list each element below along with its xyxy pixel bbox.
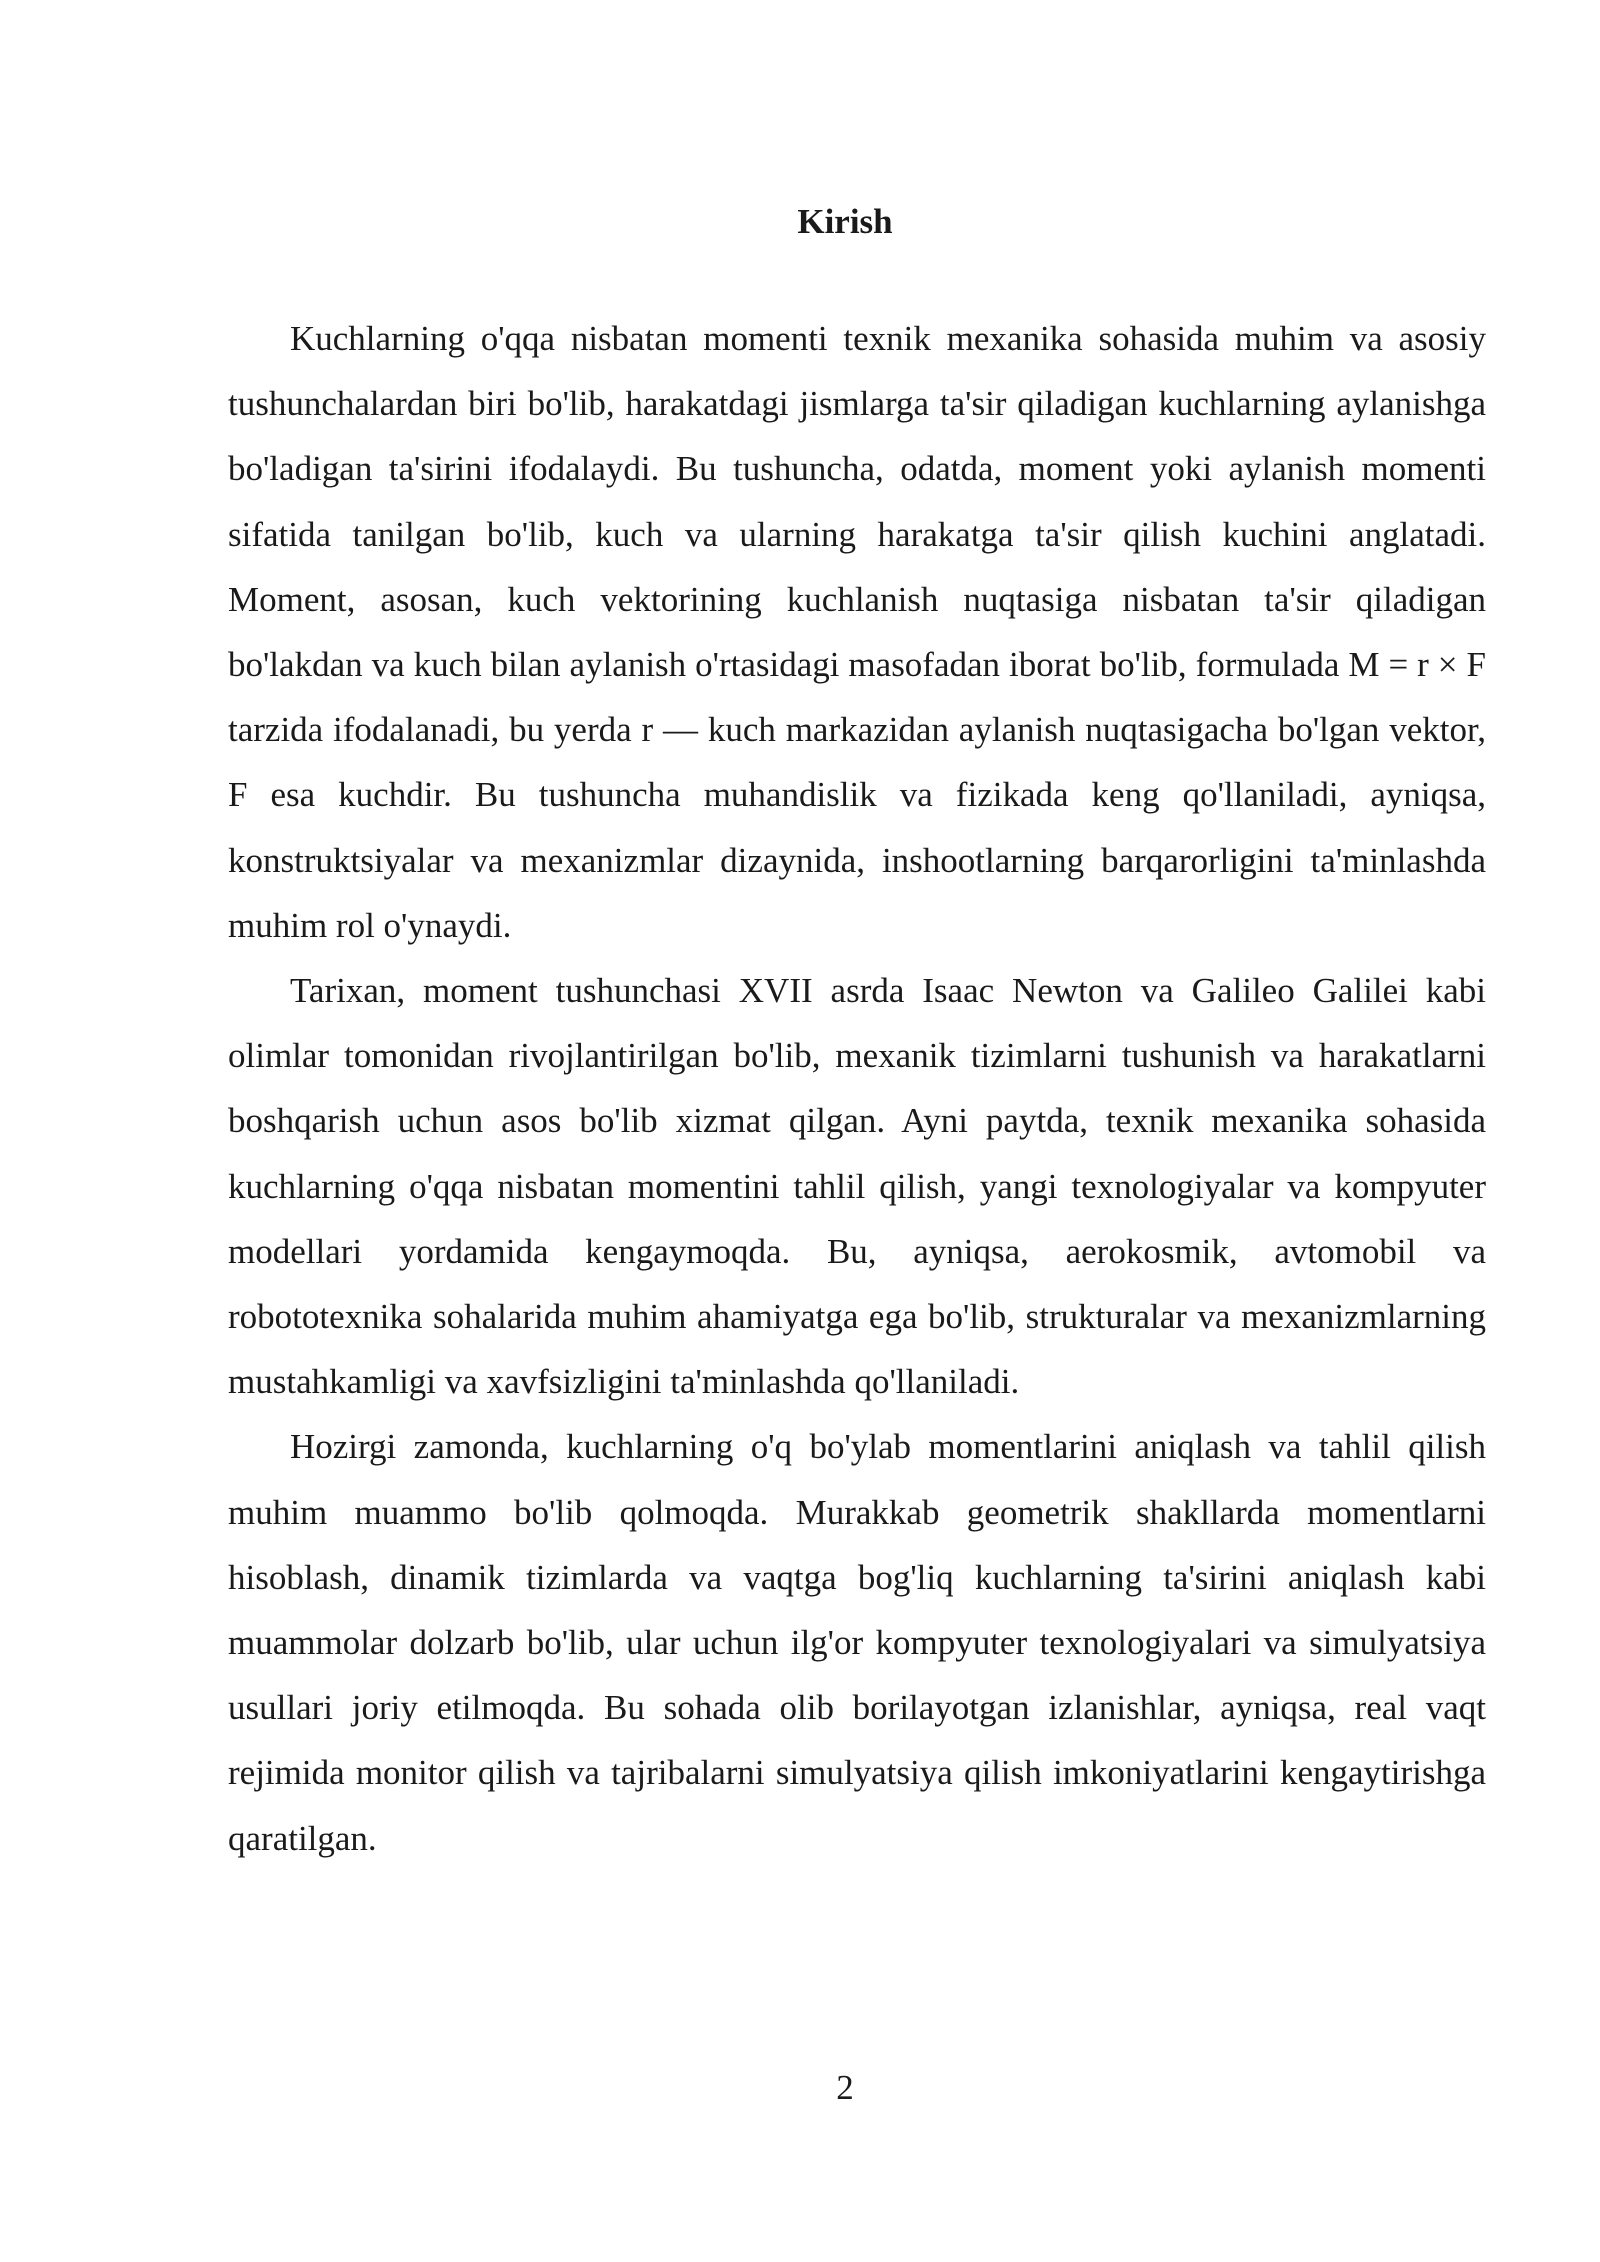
paragraph-intro-definition: Kuchlarning o'qqa nisbatan momenti texnik mexanika sohasida muhim va asosiy tushunchalardan biri bo'lib, harakatdagi jismlarga ta'sir qiladigan kuchlarning aylanishga bo'ladigan ta'sirini ifodalaydi. Bu tushuncha, odatda, moment yoki aylanish momenti sifatida tanilgan bo'lib, kuch va ularning harakatga ta'sir qilish kuchini anglatadi. Moment, asosan, kuch vektorining kuchlanish nuqtasiga nisbatan ta'sir qiladigan bo'lakdan va kuch bilan aylanish o'rtasidagi masofadan iborat bo'lib, formulada M = r × F tarzida ifodalanadi, bu yerda r — kuch markazidan aylanish nuqtasigacha bo'lgan vektor, F esa kuchdir. Bu tushuncha muhandislik va fizikada keng qo'llaniladi, ayniqsa, konstruktsiyalar va mexanizmlar dizaynida, inshootlarning barqarorligini ta'minlashda muhim rol o'ynaydi.: [228, 319, 1486, 945]
paragraph-current-problems: Hozirgi zamonda, kuchlarning o'q bo'ylab momentlarini aniqlash va tahlil qilish muhim muammo bo'lib qolmoqda. Murakkab geometrik shakllarda momentlarni hisoblash, dinamik tizimlarda va vaqtga bog'liq kuchlarning ta'sirini aniqlash kabi muammolar dolzarb bo'lib, ular uchun ilg'or kompyuter texnologiyalari va simulyatsiya usullari joriy etilmoqda. Bu sohada olib borilayotgan izlanishlar, ayniqsa, real vaqt rejimida monitor qilish va tajribalarni simulyatsiya qilish imkoniyatlarini kengaytirishga qaratilgan.: [228, 1427, 1486, 1858]
page-number: 2: [836, 2068, 854, 2107]
body-text: [228, 306, 1486, 1871]
page-title: Kirish: [797, 202, 893, 241]
paragraph-history: Tarixan, moment tushunchasi XVII asrda Isaac Newton va Galileo Galilei kabi olimlar tomonidan rivojlantirilgan bo'lib, mexanik tizimlarni tushunish va harakatlarni boshqarish uchun asos bo'lib xizmat qilgan. Ayni paytda, texnik mexanika sohasida kuchlarning o'qqa nisbatan momentini tahlil qilish, yangi texnologiyalar va kompyuter modellari yordamida kengaymoqda. Bu, ayniqsa, aerokosmik, avtomobil va robototexnika sohalarida muhim ahamiyatga ega bo'lib, strukturalar va mexanizmlarning mustahkamligi va xavfsizligini ta'minlashda qo'llaniladi.: [228, 971, 1486, 1402]
